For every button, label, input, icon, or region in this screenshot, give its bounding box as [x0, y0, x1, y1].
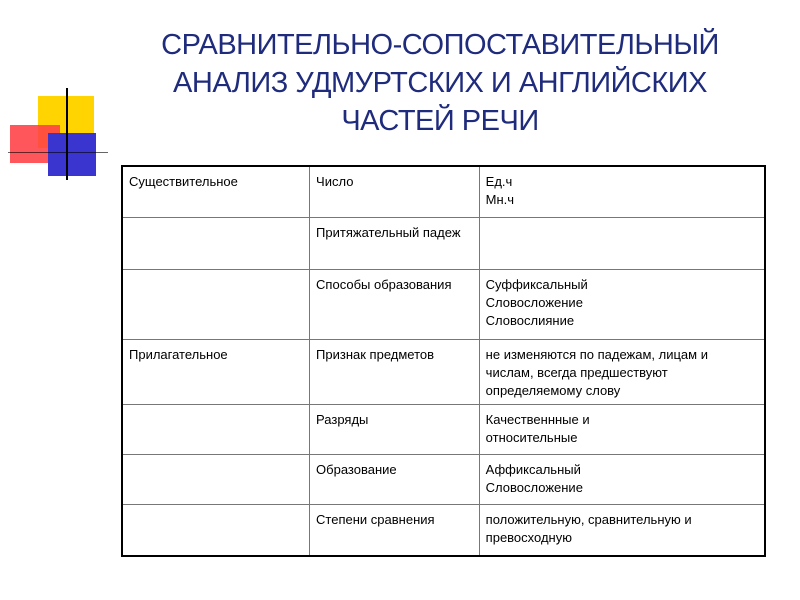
decor-horizontal-line	[8, 152, 108, 153]
description-cell	[479, 454, 765, 504]
description-cell	[479, 217, 765, 269]
description-cell	[479, 269, 765, 339]
title-line-1: СРАВНИТЕЛЬНО-СОПОСТАВИТЕЛЬНЫЙ	[161, 29, 719, 61]
table-row	[122, 166, 765, 217]
feature-cell: Число	[310, 166, 480, 217]
feature-cell: Притяжательный падеж	[310, 217, 480, 269]
parts-of-speech-table	[121, 165, 766, 557]
description-line: не изменяются по падежам, лицам и числам, всегда предшествуют определяемому слову	[485, 346, 708, 398]
part-of-speech-cell: Существительное	[122, 166, 310, 217]
table-row	[122, 504, 765, 556]
description-line: Словосложение	[485, 294, 583, 310]
feature-cell: Способы образования	[310, 269, 480, 339]
part-of-speech-cell	[122, 454, 310, 504]
decor-vertical-line	[66, 88, 68, 180]
description-cell	[479, 166, 765, 217]
description-line: относительные	[485, 429, 578, 445]
title-line-3: ЧАСТЕЙ РЕЧИ	[341, 105, 539, 137]
part-of-speech-cell	[122, 217, 310, 269]
feature-cell: Признак предметов	[310, 339, 480, 404]
feature-cell: Образование	[310, 454, 480, 504]
description-cell	[479, 504, 765, 556]
table-row	[122, 339, 765, 404]
slide-title	[140, 26, 740, 140]
feature-cell: Степени сравнения	[310, 504, 480, 556]
description-cell	[479, 404, 765, 454]
description-line: Мн.ч	[485, 192, 515, 207]
table-row	[122, 404, 765, 454]
description-line: Словосложение	[485, 479, 583, 495]
description-line: Качественнные и	[485, 411, 590, 427]
description-line: Словослияние	[485, 312, 575, 328]
part-of-speech-cell: Прилагательное	[122, 339, 310, 404]
part-of-speech-cell	[122, 404, 310, 454]
decor-blue-square	[48, 133, 96, 176]
title-line-2: АНАЛИЗ УДМУРТСКИХ И АНГЛИЙСКИХ	[173, 67, 707, 99]
table-row	[122, 454, 765, 504]
description-line: Аффиксальный	[485, 461, 581, 477]
description-line: Ед.ч	[485, 174, 513, 189]
table-row	[122, 269, 765, 339]
feature-cell: Разряды	[310, 404, 480, 454]
description-cell	[479, 339, 765, 404]
description-line: положительную, сравнительную и превосходную	[485, 511, 692, 545]
description-line: Суффиксальный	[485, 276, 588, 292]
part-of-speech-cell	[122, 269, 310, 339]
table-row	[122, 217, 765, 269]
part-of-speech-cell	[122, 504, 310, 556]
